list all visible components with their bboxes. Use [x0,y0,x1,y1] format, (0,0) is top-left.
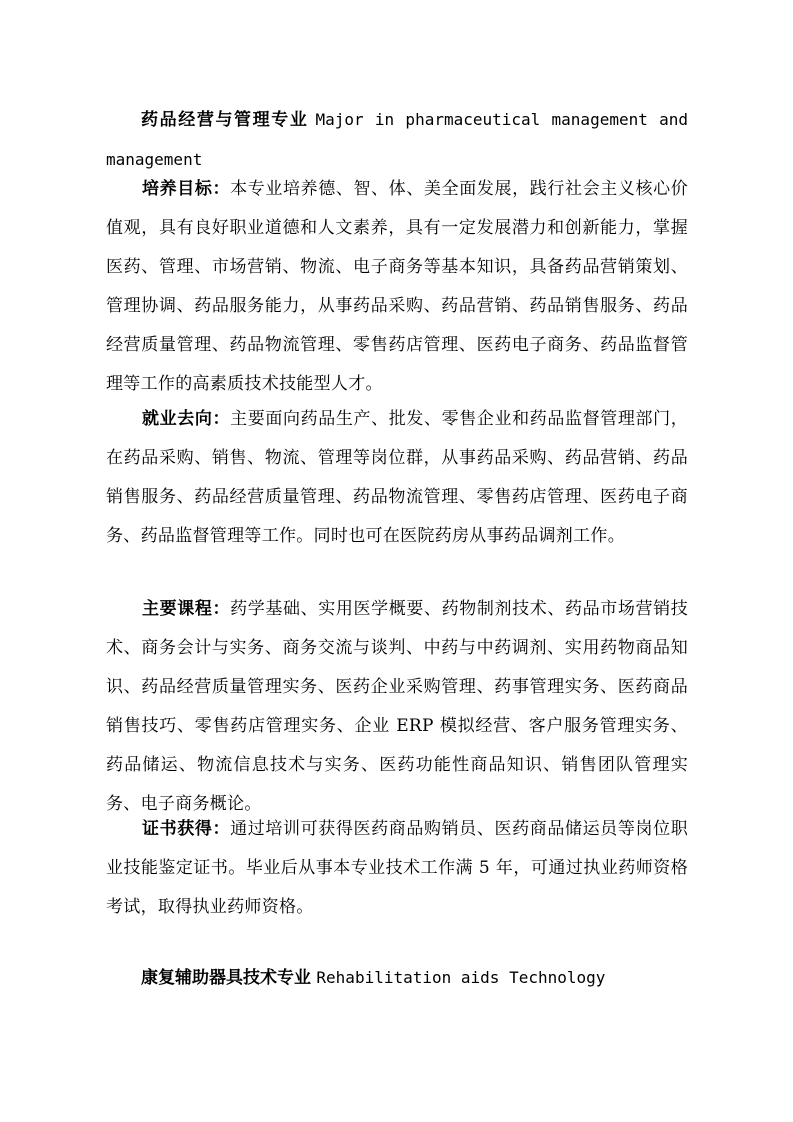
section-title-pharmaceutical-management [106,100,688,180]
paragraph-label: 证书获得： [142,819,231,839]
section-title-cn: 康复辅助器具技术专业 [141,968,311,988]
paragraph-label: 主要课程： [142,599,231,619]
paragraph-certificates [106,810,688,927]
paragraph-text: 主要面向药品生产、批发、零售企业和药品监督管理部门，在药品采购、销售、物流、管理等岗位群，从事药品采购、药品营销、药品销售服务、药品经营质量管理、药品物流管理、零售药店管理、医药电子商务、药品监督管理等工作。同时也可在医院药房从事药品调剂工作。 [106,409,688,546]
paragraph-main-courses [106,590,688,824]
paragraph-text: 本专业培养德、智、体、美全面发展，践行社会主义核心价值观，具有良好职业道德和人文素养，具有一定发展潜力和创新能力，掌握医药、管理、市场营销、物流、电子商务等基本知识，具备药品营销策划、管理协调、药品服务能力，从事药品采购、药品营销、药品销售服务、药品经营质量管理、药品物流管理、零售药店管理、医药电子商务、药品监督管理等工作的高素质技术技能型人才。 [106,179,688,394]
paragraph-label: 就业去向： [142,409,231,429]
section-title-en: Rehabilitation aids Technology [316,968,606,987]
paragraph-text: 药学基础、实用医学概要、药物制剂技术、药品市场营销技术、商务会计与实务、商务交流与谈判、中药与中药调剂、实用药物商品知识、药品经营质量管理实务、医药企业采购管理、药事管理实务、医药商品销售技巧、零售药店管理实务、企业 ERP 模拟经营、客户服务管理实务、药品储运、物流信息技术与实务、医药功能性商品知识、销售团队管理实务、电子商务概论。 [106,599,688,814]
document-page [106,0,688,1122]
paragraph-label: 培养目标： [142,179,231,199]
paragraph-text: 通过培训可获得医药商品购销员、医药商品储运员等岗位职业技能鉴定证书。毕业后从事本专业技术工作满 5 年，可通过执业药师资格考试，取得执业药师资格。 [106,819,688,917]
paragraph-training-goal [106,170,688,404]
section-title-rehabilitation-aids [106,958,688,998]
section-title-cn: 药品经营与管理专业 [141,110,309,130]
section-title-en: Major in pharmaceutical management and management [106,110,689,169]
paragraph-employment [106,400,688,556]
